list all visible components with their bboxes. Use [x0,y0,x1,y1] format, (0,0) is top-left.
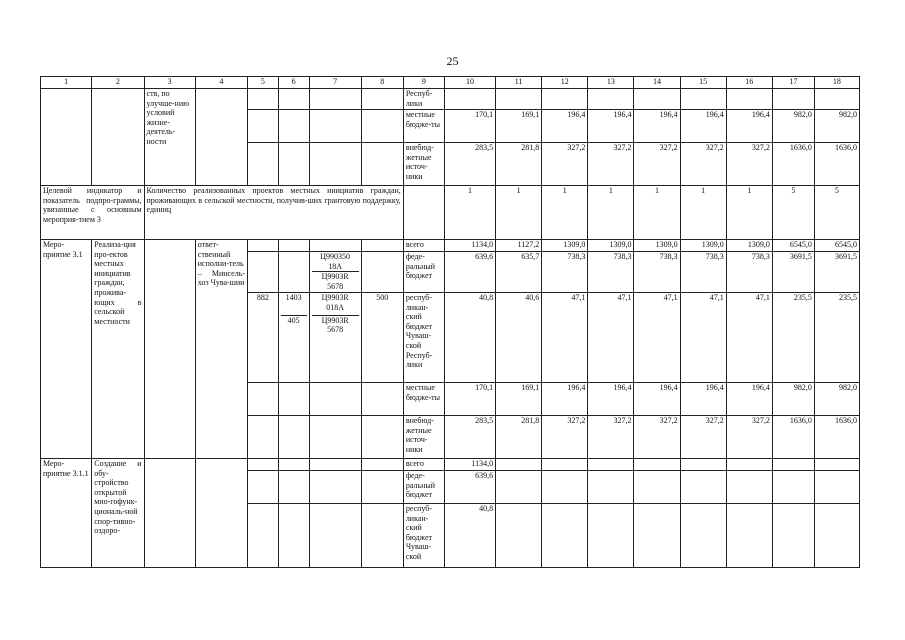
vr-code: 500 [361,293,403,383]
table-row: 882 1403 405 Ц9903R 018А Ц9903R 5678 500 респуб-ликан-ский бюджет Чуваш-ской Респуб-лики 40,8 40,6 47,1 47,1 47,1 47,1 47,1 235,5 235,5 [41,293,860,383]
col-header: 9 [403,77,444,89]
table-row [41,89,860,110]
col-header: 1 [41,77,92,89]
csr-code: Ц990350 18А [320,252,351,271]
rzpr-code: 405 [281,315,307,325]
col-header: 3 [144,77,195,89]
source-label: местные бюдже-ты [403,110,444,143]
source-label: всего [403,459,444,471]
col-header: 12 [542,77,588,89]
col-header: 8 [361,77,403,89]
col-header: 18 [814,77,859,89]
col-header: 5 [248,77,279,89]
table-row: феде-ральный бюджет 639,6 [41,471,860,504]
col-header: 2 [92,77,144,89]
csr-code: Ц9903R 5678 [312,315,359,335]
target-indicator-row: Целевой индикатор и показатель подпро-граммы, увязанные с основным мероприя-тием 3 Количество реализованных проектов местных инициатив граждан, проживающих в сельской местности, получив-ших грантовую поддержку, единиц 1 1 1 1 1 1 1 5 5 [41,186,860,240]
target-text: Количество реализованных проектов местных инициатив граждан, проживающих в сельской местности, получив-ших грантовую поддержку, единиц [144,186,403,240]
source-label: феде-ральный бюджет [403,252,444,293]
table-row: Меро-приятие 3.1 Реализа-ция про-ектов местных инициатив граждан, прожива-ющих в сельской местности ответ-ственный исполни-тель – Минсель-хоз Чува-шии всего 1134,0 1127,2 1309,0 1309,0 1309,0 1309,0 1309,0 6545,0 6545,0 [41,240,860,252]
table-row: Меро-приятие 3.1.1 Создание и обу-стройство открытой мно-гофунк-циональ-ной спор-тивно-оздоро- всего 1134,0 [41,459,860,471]
event-label: Меро-приятие 3.1 [41,240,92,459]
budget-table [40,76,860,568]
col-header: 17 [772,77,814,89]
source-label: феде-ральный бюджет [403,471,444,504]
source-label: внебюд-жетные источ-ники [403,143,444,186]
col-header: 14 [634,77,680,89]
grbs-code: 882 [248,293,279,383]
col-header: 6 [278,77,309,89]
source-label: респуб-ликан-ский бюджет Чуваш-ской Респуб-лики [403,293,444,383]
table-row: внебюд-жетные источ-ники 283,5 281,8 327,2 327,2 327,2 327,2 327,2 1636,0 1636,0 [41,143,860,186]
table-row: местные бюдже-ты 170,1 169,1 196,4 196,4 196,4 196,4 196,4 982,0 982,0 [41,110,860,143]
page-number: 25 [446,54,459,68]
col-header: 7 [309,77,361,89]
table-row: внебюд-жетные источ-ники 283,5 281,8 327,2 327,2 327,2 327,2 327,2 1636,0 1636,0 [41,416,860,459]
col-header: 10 [444,77,495,89]
rzpr-code: 1403 [285,293,302,302]
source-label: Респуб-лики [403,89,444,110]
col-header: 15 [680,77,726,89]
source-label: респуб-ликан-ский бюджет Чуваш-ской [403,504,444,568]
source-label: внебюд-жетные источ-ники [403,416,444,459]
target-label: Целевой индикатор и показатель подпро-граммы, увязанные с основным мероприя-тием 3 [41,186,145,240]
source-label: всего [403,240,444,252]
csr-code: Ц9903R 018А [321,293,349,312]
column-number-row [41,77,860,89]
table-row: местные бюдже-ты 170,1 169,1 196,4 196,4 196,4 196,4 196,4 982,0 982,0 [41,383,860,416]
col-header: 4 [195,77,247,89]
col-header: 13 [588,77,634,89]
event-executor: ответ-ственный исполни-тель – Минсель-хоз Чува-шии [195,240,247,459]
event-title: Реализа-ция про-ектов местных инициатив граждан, прожива-ющих в сельской местности [92,240,144,459]
col-header: 11 [496,77,542,89]
col-header: 16 [726,77,772,89]
table-row: Ц990350 18А Ц9903R 5678 феде-ральный бюджет 639,6 635,7 738,3 738,3 738,3 738,3 738,3 3691,5 3691,5 [41,252,860,293]
csr-code: Ц9903R 5678 [312,272,359,292]
event-title: Создание и обу-стройство открытой мно-гофунк-циональ-ной спор-тивно-оздоро- [92,459,144,568]
continued-title: ств, по улучше-нию условий жизне-деятель-ности [144,89,195,186]
table-row: респуб-ликан-ский бюджет Чуваш-ской 40,8 [41,504,860,568]
source-label: местные бюдже-ты [403,383,444,416]
event-label: Меро-приятие 3.1.1 [41,459,92,568]
